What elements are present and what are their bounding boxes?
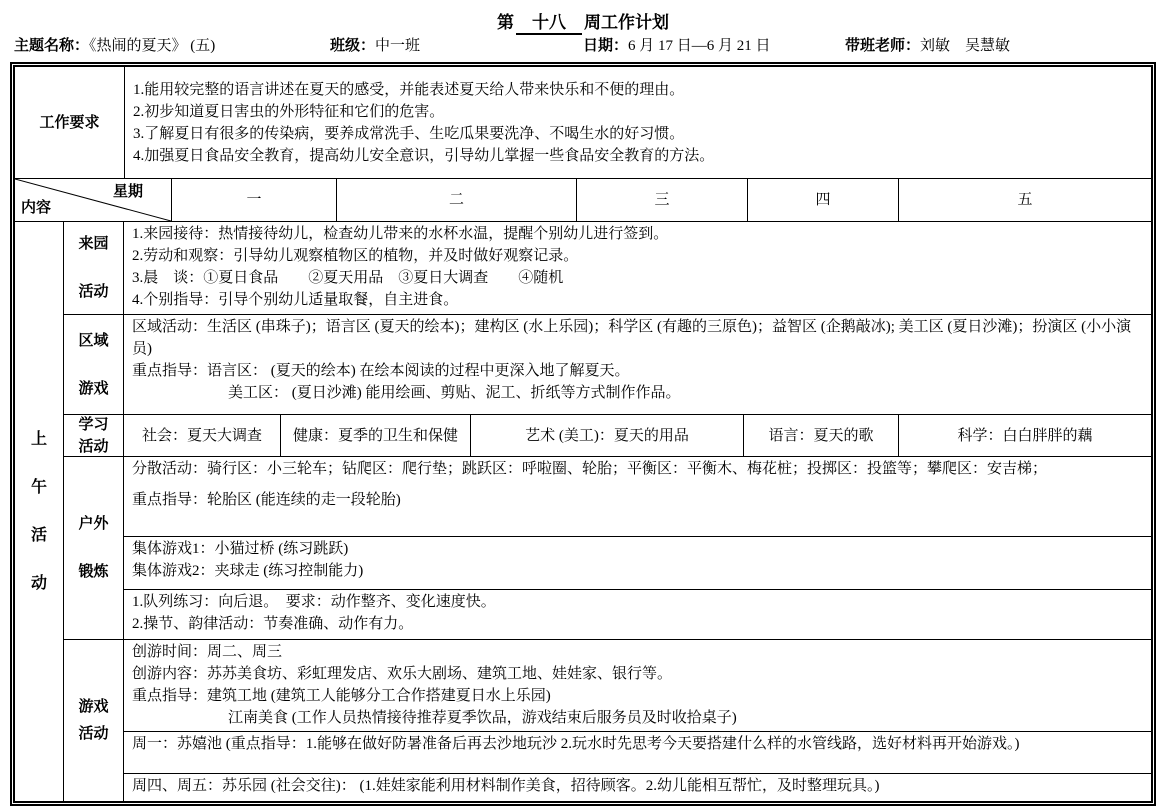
corner-label-content: 内容 (21, 199, 52, 216)
learning-activities-cells (124, 415, 1151, 456)
learning-cell-science: 科学：白白胖胖的藕 (957, 427, 1093, 444)
arrival-activities-content (124, 222, 1151, 314)
teachers (845, 34, 1010, 55)
outdoor-group-games-block (124, 537, 1151, 590)
games-activities-label (64, 640, 124, 801)
games-monday-block (124, 732, 1151, 774)
area-games-line: 区域活动：生活区 (串珠子)；语言区 (夏天的绘本)；建构区 (水上乐园)；科学区 (有趣的三原色)；益智区 (企鹅敲冰); 美工区 (夏日沙滩)；扮演区 (小小演员) (132, 319, 1132, 357)
arrival-activities-row (64, 222, 1151, 315)
work-requirements-content (125, 67, 1151, 178)
label-line: 游戏 (78, 698, 109, 715)
label-line: 活动 (78, 437, 109, 455)
morning-activities-block (15, 222, 1151, 801)
weekday-thursday: 四 (748, 179, 899, 221)
area-games-line: 美工区： (夏日沙滩) 能用绘画、剪贴、泥工、折纸等方式制作作品。 (228, 385, 681, 401)
games-line: 创游时间：周二、周三 (132, 644, 283, 660)
label-line: 来园 (78, 235, 109, 252)
games-activities-content (124, 640, 1151, 801)
learning-cell-health: 健康：夏季的卫生和保健 (281, 415, 471, 456)
outdoor-line: 集体游戏1：小猫过桥 (练习跳跃) (132, 541, 349, 557)
outdoor-dispersed-block (124, 457, 1151, 537)
plan-table (10, 62, 1156, 806)
theme-name-value: 《热闹的夏天》 (五) (89, 38, 216, 54)
label-line: 锻炼 (78, 563, 109, 580)
date-value: 6 月 17 日—6 月 21 日 (628, 38, 771, 54)
learning-cell-social: 社会：夏天大调查 (124, 415, 281, 456)
class-label: 班级： (330, 37, 376, 54)
arrival-line: 4.个别指导：引导个别幼儿适量取餐，自主进食。 (132, 292, 459, 308)
outdoor-line: 分散活动：骑行区：小三轮车；钻爬区：爬行垫；跳跃区：呼啦圈、轮胎；平衡区：平衡木、梅花桩；投掷区：投篮等；攀爬区：安吉梯； (132, 461, 1048, 477)
area-games-content (124, 315, 1151, 414)
games-line: 重点指导：建筑工地 (建筑工人能够分工合作搭建夏日水上乐园) (132, 688, 551, 704)
weekday-wednesday: 三 (577, 179, 748, 221)
outdoor-exercise-row (64, 457, 1151, 640)
label-line: 活动 (78, 725, 109, 742)
games-line: 周四、周五：苏乐园 (社会交往)： (1.娃娃家能利用材料制作美食，招待顾客。2.幼儿能相互帮忙，及时整理玩具。) (132, 778, 880, 794)
weekday-friday: 五 (1017, 192, 1033, 208)
class-name (330, 34, 420, 55)
outdoor-exercise-content (124, 457, 1151, 639)
weekday-monday: 一 (172, 179, 337, 221)
games-activities-row (64, 640, 1151, 801)
document-meta-row (0, 34, 1166, 58)
games-line: 周一：苏嬉池 (重点指导：1.能够在做好防暑准备后再去沙地玩沙 2.玩水时先思考今天要搭建什么样的水管线路，选好材料再开始游戏。) (132, 736, 1020, 752)
label-line: 活动 (78, 283, 109, 300)
area-games-label (64, 315, 124, 414)
outdoor-line: 1.队列练习：向后退。 要求：动作整齐、变化速度快。 (132, 594, 496, 610)
label-line: 区域 (78, 331, 109, 349)
week-number: 十八 (516, 8, 582, 35)
arrival-line: 1.来园接待：热情接待幼儿，检查幼儿带来的水杯水温，提醒个别幼儿进行签到。 (132, 226, 669, 242)
teachers-value: 刘敏 吴慧敏 (920, 38, 1011, 54)
vertical-label-char: 午 (30, 478, 47, 496)
corner-label-weekday: 星期 (112, 183, 143, 200)
work-requirements-row (15, 67, 1151, 179)
learning-activities-label (64, 415, 124, 456)
outdoor-exercise-label (64, 457, 124, 639)
learning-cell-art: 艺术 (美工)：夏天的用品 (471, 415, 744, 456)
work-requirement-line: 4.加强夏日食品安全教育，提高幼儿安全意识，引导幼儿掌握一些食品安全教育的方法。 (133, 147, 715, 164)
work-requirement-line: 3.了解夏日有很多的传染病，要养成常洗手、生吃瓜果要洗净、不喝生水的好习惯。 (133, 125, 685, 142)
title-suffix: 周工作计划 (584, 13, 669, 32)
outdoor-line: 集体游戏2：夹球走 (练习控制能力) (132, 563, 364, 579)
learning-cell-language: 语言：夏天的歌 (744, 415, 899, 456)
outdoor-line: 2.操节、韵律活动：节奏准确、动作有力。 (132, 616, 414, 632)
label-line: 户外 (78, 515, 109, 532)
title-prefix: 第 (497, 13, 514, 32)
arrival-line: 3.晨 谈：①夏日食品 ②夏天用品 ③夏日大调查 ④随机 (132, 270, 564, 286)
vertical-label-char: 上 (30, 430, 47, 448)
theme-name-label: 主题名称： (14, 37, 90, 54)
games-line: 江南美食 (工作人员热情接待推荐夏季饮品，游戏结束后服务员及时收拾桌子) (228, 710, 737, 726)
label-line: 游戏 (78, 379, 109, 397)
weekday-tuesday: 二 (337, 179, 577, 221)
diagonal-header-cell (15, 179, 172, 221)
work-requirements-label: 工作要求 (15, 67, 125, 178)
vertical-label-char: 活 (30, 526, 47, 544)
label-line: 学习 (78, 415, 109, 433)
class-value: 中一班 (375, 38, 421, 54)
theme-name (14, 34, 215, 55)
arrival-activities-label (64, 222, 124, 314)
work-requirement-line: 2.初步知道夏日害虫的外形特征和它们的危害。 (133, 103, 445, 120)
games-line: 创游内容：苏苏美食坊、彩虹理发店、欢乐大剧场、建筑工地、娃娃家、银行等。 (132, 666, 673, 682)
outdoor-drill-block (124, 590, 1151, 639)
date-label: 日期： (583, 37, 629, 54)
morning-activities-vertical-label (15, 222, 64, 801)
arrival-line: 2.劳动和观察：引导幼儿观察植物区的植物，并及时做好观察记录。 (132, 248, 579, 264)
area-games-row (64, 315, 1151, 415)
games-creative-block (124, 640, 1151, 732)
outdoor-line: 重点指导：轮胎区 (能连续的走一段轮胎) (132, 492, 401, 508)
weekday-header-row (15, 179, 1151, 222)
games-thursday-friday-block (124, 774, 1151, 801)
vertical-label-char: 动 (30, 574, 47, 592)
teachers-label: 带班老师： (845, 37, 921, 54)
area-games-line: 重点指导：语言区： (夏天的绘本) 在绘本阅读的过程中更深入地了解夏天。 (132, 363, 630, 379)
page-title (0, 8, 1166, 35)
work-requirement-line: 1.能用较完整的语言讲述在夏天的感受，并能表述夏天给人带来快乐和不便的理由。 (133, 81, 685, 98)
date-range (583, 34, 771, 55)
learning-activities-row (64, 415, 1151, 457)
